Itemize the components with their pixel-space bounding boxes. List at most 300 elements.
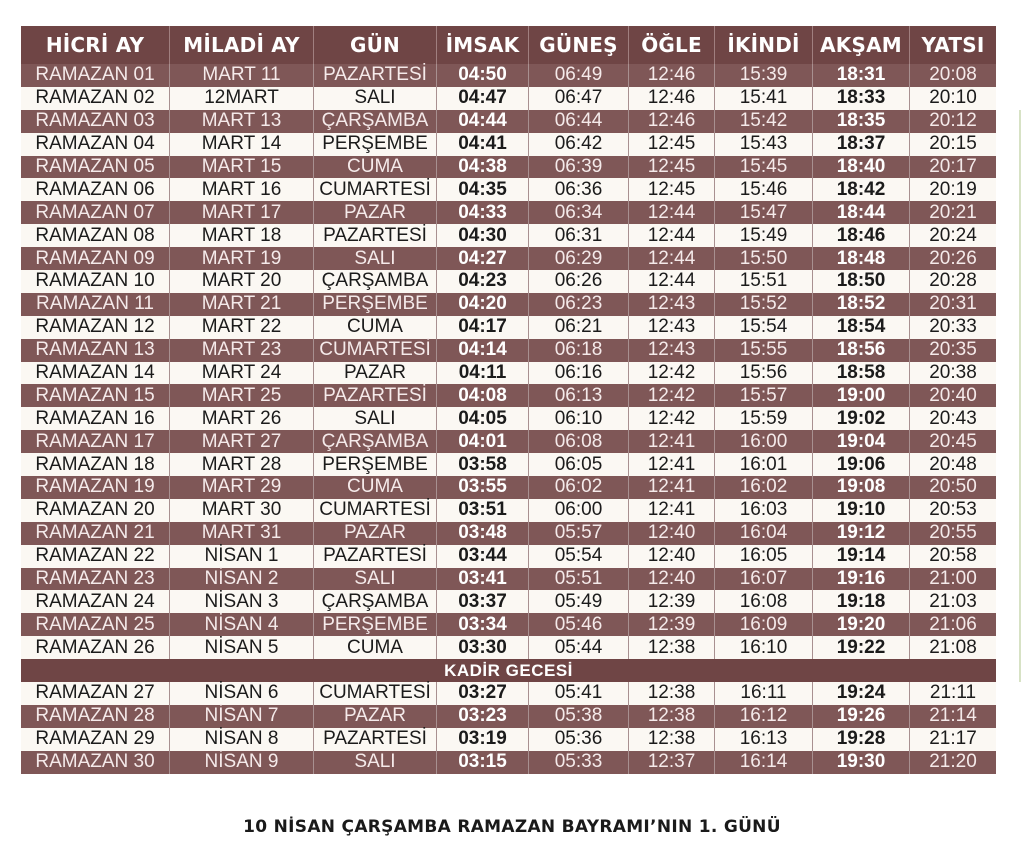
cell-aksam: 18:40 <box>812 156 909 179</box>
cell-miladi-ay: MART 18 <box>169 224 313 247</box>
imsakiye-table <box>21 26 996 774</box>
cell-imsak: 04:44 <box>436 110 528 133</box>
header-yatsi: YATSI <box>909 26 996 64</box>
cell-ogle: 12:44 <box>628 247 714 270</box>
cell-hicri-ay: RAMAZAN 22 <box>21 545 169 568</box>
cell-imsak: 04:14 <box>436 339 528 362</box>
cell-miladi-ay: 12MART <box>169 87 313 110</box>
cell-imsak: 04:47 <box>436 87 528 110</box>
table-row <box>21 178 996 201</box>
cell-ogle: 12:44 <box>628 270 714 293</box>
cell-aksam: 19:10 <box>812 499 909 522</box>
cell-gunes: 06:18 <box>528 339 628 362</box>
header-ikindi: İKİNDİ <box>714 26 812 64</box>
cell-gunes: 05:44 <box>528 636 628 659</box>
cell-yatsi: 20:10 <box>909 87 996 110</box>
cell-gunes: 05:41 <box>528 682 628 705</box>
cell-ikindi: 16:11 <box>714 682 812 705</box>
cell-gunes: 05:36 <box>528 728 628 751</box>
cell-ikindi: 15:54 <box>714 316 812 339</box>
table-row <box>21 64 996 87</box>
cell-aksam: 19:00 <box>812 384 909 407</box>
cell-miladi-ay: NİSAN 2 <box>169 568 313 591</box>
cell-yatsi: 20:26 <box>909 247 996 270</box>
cell-aksam: 19:04 <box>812 430 909 453</box>
cell-ikindi: 15:43 <box>714 133 812 156</box>
cell-gun: PERŞEMBE <box>313 613 436 636</box>
cell-ogle: 12:44 <box>628 224 714 247</box>
cell-gun: ÇARŞAMBA <box>313 110 436 133</box>
cell-imsak: 04:05 <box>436 407 528 430</box>
cell-imsak: 03:34 <box>436 613 528 636</box>
cell-gunes: 06:36 <box>528 178 628 201</box>
cell-imsak: 04:33 <box>436 201 528 224</box>
header-row <box>21 26 996 64</box>
cell-gunes: 06:31 <box>528 224 628 247</box>
cell-ikindi: 15:46 <box>714 178 812 201</box>
cell-ogle: 12:43 <box>628 316 714 339</box>
header-gunes: GÜNEŞ <box>528 26 628 64</box>
table-body <box>21 64 996 774</box>
cell-gunes: 06:23 <box>528 293 628 316</box>
cell-aksam: 18:42 <box>812 178 909 201</box>
cell-hicri-ay: RAMAZAN 08 <box>21 224 169 247</box>
cell-miladi-ay: MART 28 <box>169 453 313 476</box>
cell-aksam: 19:16 <box>812 568 909 591</box>
cell-yatsi: 20:43 <box>909 407 996 430</box>
cell-ogle: 12:38 <box>628 705 714 728</box>
cell-yatsi: 20:53 <box>909 499 996 522</box>
cell-gunes: 06:47 <box>528 87 628 110</box>
cell-yatsi: 21:11 <box>909 682 996 705</box>
cell-gunes: 06:10 <box>528 407 628 430</box>
table-row <box>21 201 996 224</box>
table-row <box>21 247 996 270</box>
cell-gunes: 06:16 <box>528 362 628 385</box>
cell-gunes: 06:13 <box>528 384 628 407</box>
cell-hicri-ay: RAMAZAN 17 <box>21 430 169 453</box>
cell-gun: PAZAR <box>313 522 436 545</box>
cell-gunes: 06:05 <box>528 453 628 476</box>
table-row <box>21 316 996 339</box>
cell-hicri-ay: RAMAZAN 14 <box>21 362 169 385</box>
cell-ogle: 12:41 <box>628 476 714 499</box>
cell-miladi-ay: NİSAN 1 <box>169 545 313 568</box>
cell-aksam: 18:50 <box>812 270 909 293</box>
cell-yatsi: 20:19 <box>909 178 996 201</box>
cell-miladi-ay: MART 11 <box>169 64 313 87</box>
cell-ikindi: 15:57 <box>714 384 812 407</box>
cell-gun: PAZARTESİ <box>313 728 436 751</box>
cell-aksam: 18:33 <box>812 87 909 110</box>
cell-ogle: 12:45 <box>628 133 714 156</box>
header-imsak: İMSAK <box>436 26 528 64</box>
cell-ogle: 12:42 <box>628 407 714 430</box>
cell-aksam: 19:06 <box>812 453 909 476</box>
cell-hicri-ay: RAMAZAN 21 <box>21 522 169 545</box>
cell-miladi-ay: MART 24 <box>169 362 313 385</box>
cell-ogle: 12:38 <box>628 728 714 751</box>
cell-ogle: 12:40 <box>628 568 714 591</box>
cell-miladi-ay: MART 21 <box>169 293 313 316</box>
cell-hicri-ay: RAMAZAN 09 <box>21 247 169 270</box>
cell-ikindi: 16:07 <box>714 568 812 591</box>
cell-hicri-ay: RAMAZAN 25 <box>21 613 169 636</box>
cell-miladi-ay: MART 31 <box>169 522 313 545</box>
cell-gunes: 06:00 <box>528 499 628 522</box>
cell-gun: PAZAR <box>313 362 436 385</box>
cell-imsak: 03:48 <box>436 522 528 545</box>
cell-yatsi: 20:24 <box>909 224 996 247</box>
cell-miladi-ay: NİSAN 8 <box>169 728 313 751</box>
cell-ogle: 12:38 <box>628 682 714 705</box>
cell-gunes: 05:51 <box>528 568 628 591</box>
cell-imsak: 03:37 <box>436 590 528 613</box>
table-row <box>21 476 996 499</box>
cell-ikindi: 15:49 <box>714 224 812 247</box>
cell-ogle: 12:41 <box>628 430 714 453</box>
cell-imsak: 03:30 <box>436 636 528 659</box>
cell-imsak: 03:41 <box>436 568 528 591</box>
cell-imsak: 03:51 <box>436 499 528 522</box>
cell-aksam: 18:58 <box>812 362 909 385</box>
cell-hicri-ay: RAMAZAN 11 <box>21 293 169 316</box>
cell-yatsi: 20:12 <box>909 110 996 133</box>
cell-ogle: 12:42 <box>628 362 714 385</box>
cell-hicri-ay: RAMAZAN 20 <box>21 499 169 522</box>
cell-yatsi: 20:21 <box>909 201 996 224</box>
cell-gunes: 06:39 <box>528 156 628 179</box>
cell-miladi-ay: MART 30 <box>169 499 313 522</box>
cell-miladi-ay: MART 14 <box>169 133 313 156</box>
cell-yatsi: 21:17 <box>909 728 996 751</box>
cell-imsak: 04:50 <box>436 64 528 87</box>
cell-miladi-ay: MART 16 <box>169 178 313 201</box>
cell-imsak: 04:11 <box>436 362 528 385</box>
page-edge-divider <box>1019 110 1021 682</box>
cell-miladi-ay: NİSAN 5 <box>169 636 313 659</box>
table-row <box>21 522 996 545</box>
cell-ogle: 12:43 <box>628 293 714 316</box>
cell-aksam: 19:28 <box>812 728 909 751</box>
cell-gun: PAZARTESİ <box>313 384 436 407</box>
table-row <box>21 499 996 522</box>
cell-hicri-ay: RAMAZAN 03 <box>21 110 169 133</box>
cell-hicri-ay: RAMAZAN 15 <box>21 384 169 407</box>
cell-gun: CUMA <box>313 156 436 179</box>
cell-miladi-ay: MART 19 <box>169 247 313 270</box>
cell-aksam: 19:14 <box>812 545 909 568</box>
cell-aksam: 19:30 <box>812 751 909 774</box>
cell-ogle: 12:43 <box>628 339 714 362</box>
cell-miladi-ay: MART 15 <box>169 156 313 179</box>
cell-yatsi: 20:31 <box>909 293 996 316</box>
cell-imsak: 03:19 <box>436 728 528 751</box>
cell-gun: PERŞEMBE <box>313 293 436 316</box>
cell-gun: PAZAR <box>313 705 436 728</box>
cell-ikindi: 15:51 <box>714 270 812 293</box>
cell-ogle: 12:38 <box>628 636 714 659</box>
cell-gunes: 06:49 <box>528 64 628 87</box>
table-row <box>21 133 996 156</box>
cell-hicri-ay: RAMAZAN 05 <box>21 156 169 179</box>
header-gun: GÜN <box>313 26 436 64</box>
cell-imsak: 03:44 <box>436 545 528 568</box>
cell-miladi-ay: MART 29 <box>169 476 313 499</box>
cell-ikindi: 15:47 <box>714 201 812 224</box>
cell-aksam: 19:20 <box>812 613 909 636</box>
cell-ogle: 12:46 <box>628 110 714 133</box>
cell-yatsi: 21:20 <box>909 751 996 774</box>
cell-miladi-ay: NİSAN 4 <box>169 613 313 636</box>
cell-hicri-ay: RAMAZAN 01 <box>21 64 169 87</box>
cell-aksam: 19:08 <box>812 476 909 499</box>
header-hicri-ay: HİCRİ AY <box>21 26 169 64</box>
cell-ogle: 12:46 <box>628 64 714 87</box>
cell-imsak: 03:23 <box>436 705 528 728</box>
cell-ikindi: 15:56 <box>714 362 812 385</box>
cell-miladi-ay: MART 20 <box>169 270 313 293</box>
cell-hicri-ay: RAMAZAN 06 <box>21 178 169 201</box>
cell-aksam: 19:24 <box>812 682 909 705</box>
cell-hicri-ay: RAMAZAN 27 <box>21 682 169 705</box>
header-miladi-ay: MİLADİ AY <box>169 26 313 64</box>
cell-aksam: 19:22 <box>812 636 909 659</box>
cell-yatsi: 21:03 <box>909 590 996 613</box>
table-row <box>21 362 996 385</box>
cell-miladi-ay: NİSAN 7 <box>169 705 313 728</box>
table-row <box>21 590 996 613</box>
cell-imsak: 04:38 <box>436 156 528 179</box>
cell-gun: ÇARŞAMBA <box>313 430 436 453</box>
cell-gun: PERŞEMBE <box>313 453 436 476</box>
cell-gun: CUMARTESİ <box>313 682 436 705</box>
cell-miladi-ay: NİSAN 9 <box>169 751 313 774</box>
cell-hicri-ay: RAMAZAN 16 <box>21 407 169 430</box>
cell-gunes: 06:29 <box>528 247 628 270</box>
cell-yatsi: 20:38 <box>909 362 996 385</box>
cell-yatsi: 20:45 <box>909 430 996 453</box>
cell-ogle: 12:39 <box>628 613 714 636</box>
cell-ikindi: 15:39 <box>714 64 812 87</box>
cell-imsak: 03:55 <box>436 476 528 499</box>
cell-miladi-ay: MART 25 <box>169 384 313 407</box>
table-row <box>21 110 996 133</box>
table-row <box>21 384 996 407</box>
cell-gunes: 05:33 <box>528 751 628 774</box>
cell-ikindi: 15:45 <box>714 156 812 179</box>
cell-gun: CUMA <box>313 636 436 659</box>
cell-gunes: 06:26 <box>528 270 628 293</box>
header-aksam: AKŞAM <box>812 26 909 64</box>
cell-ogle: 12:39 <box>628 590 714 613</box>
cell-ogle: 12:45 <box>628 156 714 179</box>
cell-yatsi: 20:33 <box>909 316 996 339</box>
cell-gunes: 06:34 <box>528 201 628 224</box>
cell-aksam: 18:56 <box>812 339 909 362</box>
cell-hicri-ay: RAMAZAN 30 <box>21 751 169 774</box>
cell-gunes: 06:08 <box>528 430 628 453</box>
table-row <box>21 270 996 293</box>
cell-yatsi: 20:28 <box>909 270 996 293</box>
cell-gun: SALI <box>313 407 436 430</box>
cell-hicri-ay: RAMAZAN 10 <box>21 270 169 293</box>
cell-imsak: 04:20 <box>436 293 528 316</box>
table-row <box>21 87 996 110</box>
cell-gun: CUMA <box>313 316 436 339</box>
cell-aksam: 18:46 <box>812 224 909 247</box>
cell-imsak: 03:58 <box>436 453 528 476</box>
cell-ikindi: 16:08 <box>714 590 812 613</box>
kadir-gecesi-row <box>21 659 996 682</box>
cell-gunes: 06:21 <box>528 316 628 339</box>
cell-aksam: 19:12 <box>812 522 909 545</box>
cell-imsak: 04:23 <box>436 270 528 293</box>
cell-hicri-ay: RAMAZAN 19 <box>21 476 169 499</box>
cell-ikindi: 16:14 <box>714 751 812 774</box>
cell-gun: CUMARTESİ <box>313 178 436 201</box>
cell-ikindi: 15:55 <box>714 339 812 362</box>
table-row <box>21 453 996 476</box>
cell-imsak: 03:27 <box>436 682 528 705</box>
cell-aksam: 18:44 <box>812 201 909 224</box>
cell-miladi-ay: MART 17 <box>169 201 313 224</box>
cell-ogle: 12:41 <box>628 453 714 476</box>
table-row <box>21 568 996 591</box>
header-ogle: ÖĞLE <box>628 26 714 64</box>
cell-hicri-ay: RAMAZAN 12 <box>21 316 169 339</box>
cell-hicri-ay: RAMAZAN 02 <box>21 87 169 110</box>
bayram-note: 10 NİSAN ÇARŞAMBA RAMAZAN BAYRAMI’NIN 1. GÜNÜ <box>243 817 781 837</box>
table-row <box>21 156 996 179</box>
table-row <box>21 339 996 362</box>
cell-miladi-ay: NİSAN 6 <box>169 682 313 705</box>
cell-aksam: 19:18 <box>812 590 909 613</box>
cell-ikindi: 16:03 <box>714 499 812 522</box>
cell-gunes: 06:02 <box>528 476 628 499</box>
cell-hicri-ay: RAMAZAN 04 <box>21 133 169 156</box>
cell-gunes: 05:57 <box>528 522 628 545</box>
table-row <box>21 728 996 751</box>
cell-aksam: 19:02 <box>812 407 909 430</box>
cell-miladi-ay: MART 27 <box>169 430 313 453</box>
table-row <box>21 407 996 430</box>
cell-ikindi: 16:04 <box>714 522 812 545</box>
cell-aksam: 18:52 <box>812 293 909 316</box>
cell-hicri-ay: RAMAZAN 23 <box>21 568 169 591</box>
cell-yatsi: 21:00 <box>909 568 996 591</box>
cell-imsak: 03:15 <box>436 751 528 774</box>
table-row <box>21 705 996 728</box>
cell-aksam: 19:26 <box>812 705 909 728</box>
cell-yatsi: 20:17 <box>909 156 996 179</box>
cell-imsak: 04:35 <box>436 178 528 201</box>
cell-miladi-ay: NİSAN 3 <box>169 590 313 613</box>
cell-imsak: 04:17 <box>436 316 528 339</box>
cell-yatsi: 21:14 <box>909 705 996 728</box>
cell-gun: ÇARŞAMBA <box>313 590 436 613</box>
cell-yatsi: 21:08 <box>909 636 996 659</box>
cell-ogle: 12:41 <box>628 499 714 522</box>
cell-aksam: 18:37 <box>812 133 909 156</box>
table-row <box>21 751 996 774</box>
cell-gun: SALI <box>313 87 436 110</box>
cell-miladi-ay: MART 13 <box>169 110 313 133</box>
cell-miladi-ay: MART 22 <box>169 316 313 339</box>
cell-ikindi: 15:59 <box>714 407 812 430</box>
cell-ogle: 12:40 <box>628 522 714 545</box>
cell-gun: PAZARTESİ <box>313 545 436 568</box>
cell-ogle: 12:42 <box>628 384 714 407</box>
cell-aksam: 18:54 <box>812 316 909 339</box>
cell-hicri-ay: RAMAZAN 26 <box>21 636 169 659</box>
cell-imsak: 04:01 <box>436 430 528 453</box>
cell-gunes: 05:46 <box>528 613 628 636</box>
table-row <box>21 613 996 636</box>
cell-hicri-ay: RAMAZAN 18 <box>21 453 169 476</box>
cell-imsak: 04:30 <box>436 224 528 247</box>
cell-imsak: 04:27 <box>436 247 528 270</box>
cell-imsak: 04:08 <box>436 384 528 407</box>
cell-gun: SALI <box>313 568 436 591</box>
cell-ikindi: 15:52 <box>714 293 812 316</box>
cell-hicri-ay: RAMAZAN 13 <box>21 339 169 362</box>
cell-gun: CUMARTESİ <box>313 499 436 522</box>
cell-ikindi: 16:05 <box>714 545 812 568</box>
cell-miladi-ay: MART 23 <box>169 339 313 362</box>
cell-gunes: 06:42 <box>528 133 628 156</box>
cell-ikindi: 16:13 <box>714 728 812 751</box>
cell-gun: CUMARTESİ <box>313 339 436 362</box>
cell-hicri-ay: RAMAZAN 29 <box>21 728 169 751</box>
table-row <box>21 682 996 705</box>
cell-gun: ÇARŞAMBA <box>313 270 436 293</box>
cell-gunes: 05:54 <box>528 545 628 568</box>
cell-ogle: 12:37 <box>628 751 714 774</box>
cell-yatsi: 20:50 <box>909 476 996 499</box>
cell-yatsi: 21:06 <box>909 613 996 636</box>
cell-ikindi: 15:41 <box>714 87 812 110</box>
cell-gun: PAZARTESİ <box>313 64 436 87</box>
cell-ogle: 12:46 <box>628 87 714 110</box>
cell-gun: SALI <box>313 247 436 270</box>
cell-yatsi: 20:35 <box>909 339 996 362</box>
cell-ikindi: 15:50 <box>714 247 812 270</box>
cell-ikindi: 16:01 <box>714 453 812 476</box>
cell-gunes: 05:49 <box>528 590 628 613</box>
cell-yatsi: 20:48 <box>909 453 996 476</box>
cell-gun: SALI <box>313 751 436 774</box>
cell-ikindi: 16:02 <box>714 476 812 499</box>
table-row <box>21 293 996 316</box>
cell-ikindi: 15:42 <box>714 110 812 133</box>
cell-aksam: 18:35 <box>812 110 909 133</box>
cell-gunes: 05:38 <box>528 705 628 728</box>
cell-yatsi: 20:40 <box>909 384 996 407</box>
cell-gun: PERŞEMBE <box>313 133 436 156</box>
cell-gun: PAZARTESİ <box>313 224 436 247</box>
cell-hicri-ay: RAMAZAN 07 <box>21 201 169 224</box>
cell-miladi-ay: MART 26 <box>169 407 313 430</box>
cell-hicri-ay: RAMAZAN 28 <box>21 705 169 728</box>
table-row <box>21 545 996 568</box>
cell-ikindi: 16:09 <box>714 613 812 636</box>
cell-aksam: 18:31 <box>812 64 909 87</box>
cell-yatsi: 20:55 <box>909 522 996 545</box>
cell-yatsi: 20:08 <box>909 64 996 87</box>
cell-yatsi: 20:58 <box>909 545 996 568</box>
cell-gunes: 06:44 <box>528 110 628 133</box>
